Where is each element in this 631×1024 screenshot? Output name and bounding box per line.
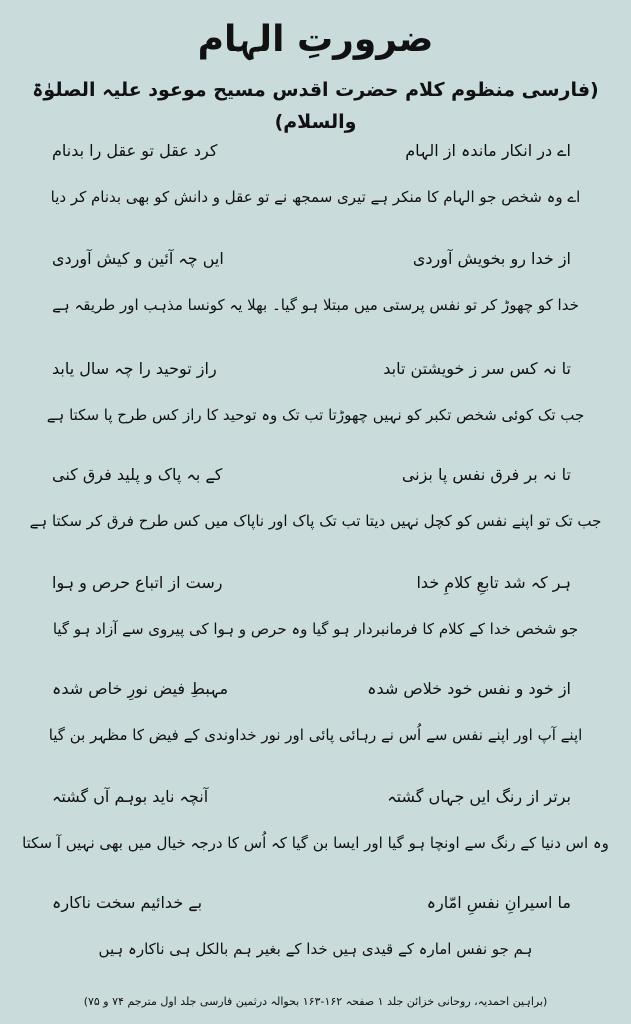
urdu-translation: جو شخص خدا کے کلام کا فرمانبردار ہو گیا وہ حرص و ہوا کی پیروی سے آزاد ہو گیا	[52, 620, 579, 638]
urdu-translation: خدا کو چھوڑ کر تو نفس پرستی میں مبتلا ہو گیا۔ بھلا یہ کونسا مذہب اور طریقہ ہے	[52, 296, 579, 314]
persian-hemistich-second: آنچہ ناید بوہم آں گشتہ	[52, 787, 209, 806]
stanza-8	[0, 888, 631, 988]
stanza-6	[0, 674, 631, 774]
persian-verse	[52, 888, 571, 918]
persian-hemistich-second: کے بہ پاک و پلید فرق کنی	[52, 465, 223, 484]
poem-title: ضرورتِ الہام	[197, 19, 434, 60]
poem-subtitle: (فارسی منظوم کلام حضرت اقدس مسیح موعود علیہ الصلوٰۃ والسلام)	[32, 79, 599, 133]
urdu-translation: ہم جو نفس امارہ کے قیدی ہیں خدا کے بغیر ہم بالکل ہی ناکارہ ہیں	[98, 940, 533, 958]
persian-hemistich-first: اے در انکار ماندہ از الہام	[405, 141, 571, 160]
stanza-4	[0, 460, 631, 560]
persian-hemistich-second: ایں چہ آئین و کیش آوردی	[52, 249, 224, 268]
urdu-translation: جب تک تو اپنے نفس کو کچل نہیں دیتا تب تک پاک اور ناپاک میں کس طرح فرق کر سکتا ہے	[29, 512, 602, 530]
persian-hemistich-second: راز توحید را چہ سال یابد	[52, 359, 217, 378]
persian-verse	[52, 354, 571, 384]
persian-verse	[52, 244, 571, 274]
persian-hemistich-second: رست از اتباع حرص و ہوا	[52, 573, 223, 592]
urdu-translation: جب تک کوئی شخص تکبر کو نہیں چھوڑتا تب تک وہ توحید کا راز کس طرح پا سکتا ہے	[46, 406, 585, 424]
persian-hemistich-first: ما اسیرانِ نفسِ امّارہ	[426, 893, 571, 912]
stanza-1	[0, 136, 631, 236]
persian-hemistich-first: تا نہ بر فرق نفس پا بزنی	[401, 465, 571, 484]
persian-verse	[52, 782, 571, 812]
stanza-3	[0, 354, 631, 454]
persian-hemistich-second: بے خدائیم سخت ناکارہ	[52, 893, 203, 912]
persian-hemistich-first: برتر از رنگ ایں جہاں گشتہ	[387, 787, 571, 806]
source-reference: (براہین احمدیہ، روحانی خزائن جلد ۱ صفحہ ۱۶۲-۱۶۳ بحوالہ درثمین فارسی جلد اول مترجم ۷۴ و ۷۵)	[83, 995, 548, 1008]
stanza-2	[0, 244, 631, 344]
persian-hemistich-second: کرد عقل تو عقل را بدنام	[52, 141, 218, 160]
persian-verse	[52, 568, 571, 598]
persian-hemistich-first: از خود و نفس خود خلاص شدہ	[367, 679, 571, 698]
urdu-translation: اے وہ شخص جو الہام کا منکر ہے تیری سمجھ نے تو عقل و دانش کو بھی بدنام کر دیا	[50, 188, 581, 206]
persian-verse	[52, 136, 571, 166]
urdu-translation: وہ اس دنیا کے رنگ سے اونچا ہو گیا اور ایسا بن گیا کہ اُس کا درجہ خیال میں بھی نہیں آ سکتا	[22, 834, 609, 852]
persian-hemistich-second: مہبطِ فیض نورِ خاص شدہ	[52, 679, 229, 698]
stanza-5	[0, 568, 631, 668]
urdu-translation: اپنے آپ اور اپنے نفس سے اُس نے رہائی پائی اور نور خداوندی کے فیض کا مظہر بن گیا	[48, 726, 583, 744]
persian-hemistich-first: از خدا رو بخویش آوردی	[412, 249, 571, 268]
persian-hemistich-first: تا نہ کس سر ز خویشتن تابد	[383, 359, 571, 378]
persian-hemistich-first: ہر کہ شد تابعِ کلامِ خدا	[416, 573, 571, 592]
persian-verse	[52, 460, 571, 490]
persian-verse	[52, 674, 571, 704]
stanza-7	[0, 782, 631, 882]
